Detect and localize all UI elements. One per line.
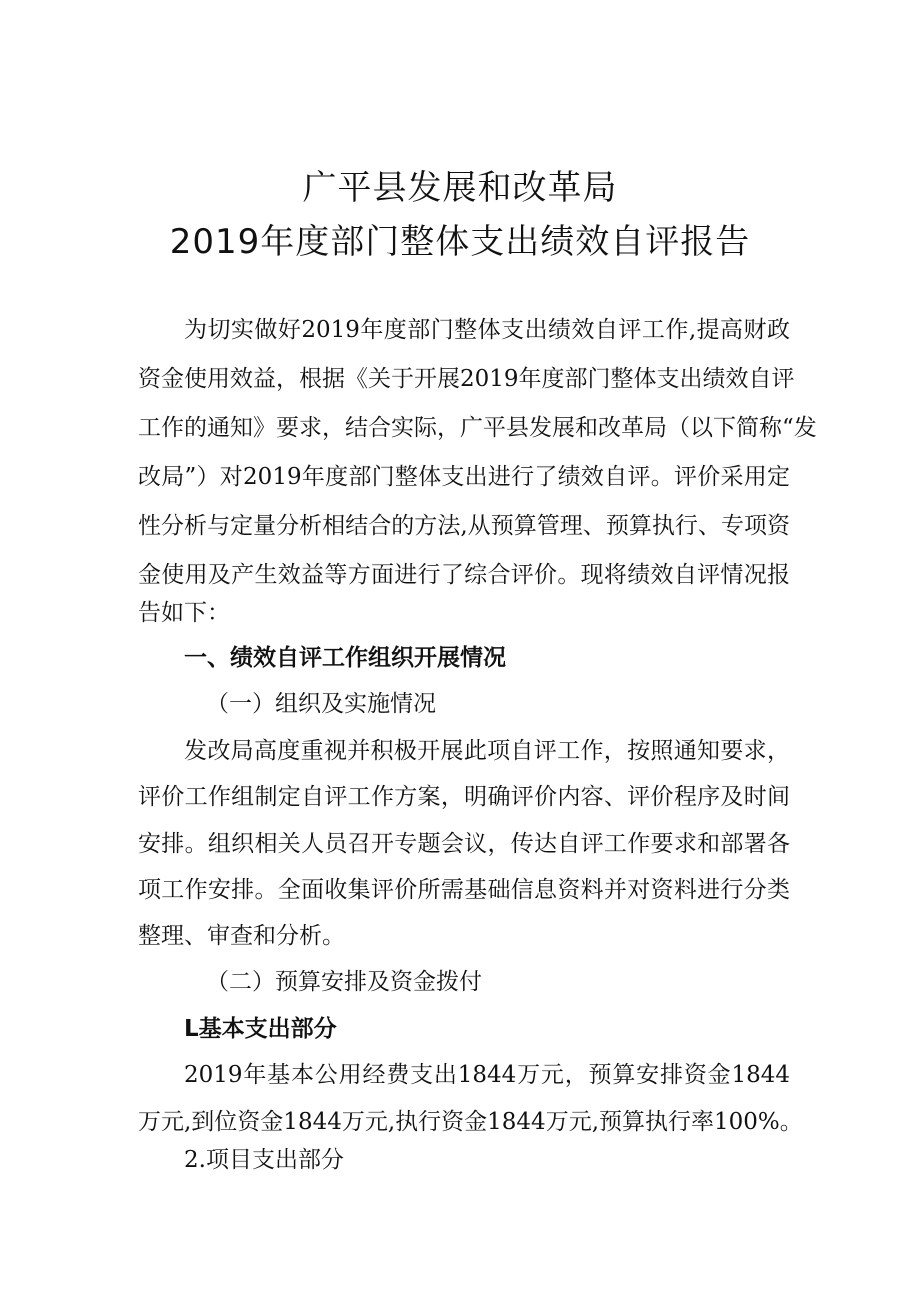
paragraph-line: 整理、审查和分析。 (138, 923, 345, 949)
item-heading: L基本支出部分 (184, 1016, 337, 1042)
subsection-heading: （二）预算安排及资金拨付 (206, 969, 482, 995)
paragraph-line: 性分析与定量分析相结合的方法,从预算管理、预算执行、专项资 (138, 513, 790, 539)
item-heading: 2.项目支出部分 (184, 1147, 344, 1173)
document-title-line-1: 广平县发展和改革局 (302, 168, 618, 208)
paragraph-line: 2019年基本公用经费支出1844万元，预算安排资金1844 (184, 1062, 790, 1088)
paragraph-line: 安排。组织相关人员召开专题会议，传达自评工作要求和部署各 (138, 831, 790, 857)
paragraph-line: 项工作安排。全面收集评价所需基础信息资料并对资料进行分类 (138, 877, 790, 903)
document-title-line-2: 2019年度部门整体支出绩效自评报告 (169, 222, 751, 262)
section-heading: 一、绩效自评工作组织开展情况 (184, 645, 506, 671)
paragraph-line: 资金使用效益，根据《关于开展2019年度部门整体支出绩效自评 (138, 366, 795, 392)
paragraph-line: 万元,到位资金1844万元,执行资金1844万元,预算执行率100%。 (138, 1109, 803, 1135)
paragraph-line: 改局”）对2019年度部门整体支出进行了绩效自评。评价采用定 (138, 464, 790, 490)
paragraph-line: 评价工作组制定自评工作方案，明确评价内容、评价程序及时间 (138, 784, 790, 810)
paragraph-line: 金使用及产生效益等方面进行了综合评价。现将绩效自评情况报 (138, 562, 790, 588)
subsection-heading: （一）组织及实施情况 (206, 691, 436, 717)
paragraph-line: 为切实做好2019年度部门整体支出绩效自评工作,提高财政 (184, 317, 790, 343)
paragraph-line: 发改局高度重视并积极开展此项自评工作，按照通知要求， (184, 738, 790, 764)
paragraph-line: 告如下： (138, 600, 230, 626)
paragraph-line: 工作的通知》要求，结合实际，广平县发展和改革局（以下简称“发 (138, 415, 817, 441)
